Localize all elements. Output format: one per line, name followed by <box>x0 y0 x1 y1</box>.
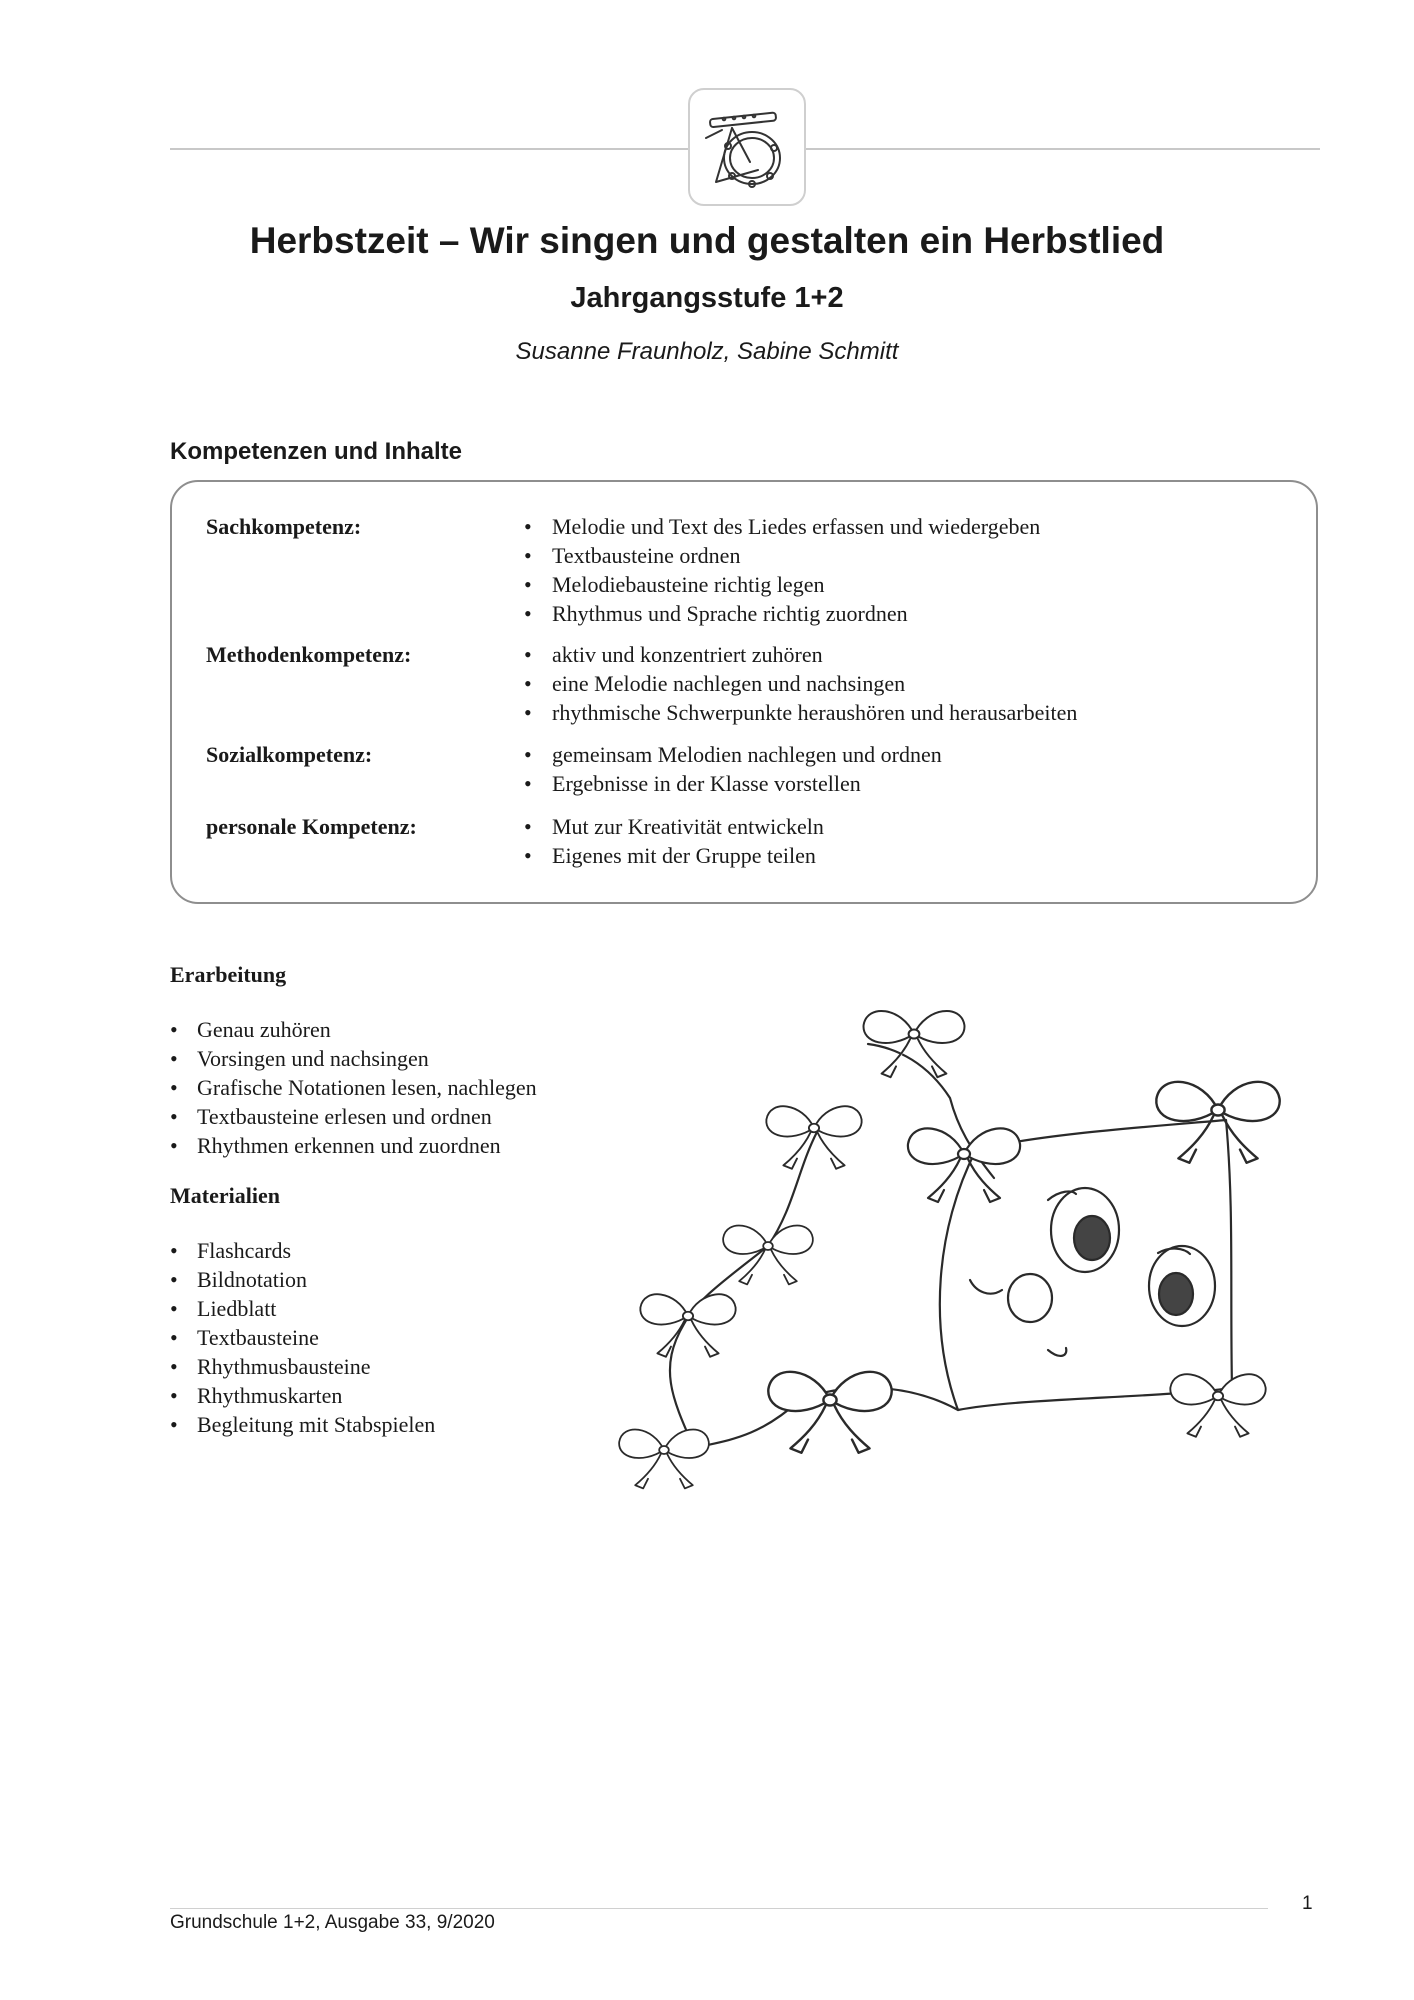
list-item: • Rhythmusbausteine <box>170 1352 610 1381</box>
list-item: • Melodiebausteine richtig legen <box>524 570 1040 599</box>
list-item: • Melodie und Text des Liedes erfassen und wiedergeben <box>524 512 1040 541</box>
competence-label: Sozialkompetenz: <box>206 742 373 767</box>
list-item: • Genau zuhören <box>170 1015 610 1044</box>
list-item: • Eigenes mit der Gruppe teilen <box>524 841 824 870</box>
list-item: • Vorsingen und nachsingen <box>170 1044 610 1073</box>
list-item: • Rhythmus und Sprache richtig zuordnen <box>524 599 1040 628</box>
materialien-heading: Materialien <box>170 1183 280 1208</box>
competence-list <box>524 640 1077 727</box>
list-item: • Rhythmen erkennen und zuordnen <box>170 1131 610 1160</box>
music-instruments-icon <box>702 100 792 196</box>
competence-label: personale Kompetenz: <box>206 814 417 839</box>
competence-label: Methodenkompetenz: <box>206 642 412 667</box>
competence-list <box>524 512 1040 628</box>
list-item: • eine Melodie nachlegen und nachsingen <box>524 669 1077 698</box>
erarbeitung-list <box>170 1015 610 1160</box>
list-item: • Textbausteine ordnen <box>524 541 1040 570</box>
list-item: • Textbausteine erlesen und ordnen <box>170 1102 610 1131</box>
footer-publication: Grundschule 1+2, Ausgabe 33, 9/2020 <box>170 1912 495 1933</box>
competences-heading: Kompetenzen und Inhalte <box>170 438 463 465</box>
list-item: • aktiv und konzentriert zuhören <box>524 640 1077 669</box>
page-subtitle: Jahrgangsstufe 1+2 <box>570 282 844 314</box>
list-item: • Rhythmuskarten <box>170 1381 610 1410</box>
page-number: 1 <box>1302 1893 1313 1914</box>
list-item: • Ergebnisse in der Klasse vorstellen <box>524 769 942 798</box>
list-item: • Liedblatt <box>170 1294 610 1323</box>
competence-label: Sachkompetenz: <box>206 514 362 539</box>
competence-list <box>524 812 824 870</box>
list-item: • Grafische Notationen lesen, nachlegen <box>170 1073 610 1102</box>
erarbeitung-heading: Erarbeitung <box>170 962 287 987</box>
left-column <box>170 960 610 1439</box>
page-title: Herbstzeit – Wir singen und gestalten ein Herbstlied <box>249 220 1165 261</box>
list-item: • Begleitung mit Stabspielen <box>170 1410 610 1439</box>
footer-rule <box>170 1908 1268 1909</box>
list-item: • rhythmische Schwerpunkte heraushören und herausarbeiten <box>524 698 1077 727</box>
list-item: • gemeinsam Melodien nachlegen und ordnen <box>524 740 942 769</box>
list-item: • Mut zur Kreativität entwickeln <box>524 812 824 841</box>
list-item: • Textbausteine <box>170 1323 610 1352</box>
logo-box <box>688 88 806 206</box>
competence-list <box>524 740 942 798</box>
list-item: • Flashcards <box>170 1236 610 1265</box>
authors: Susanne Fraunholz, Sabine Schmitt <box>515 338 899 365</box>
competences-box <box>170 480 1318 904</box>
list-item: • Bildnotation <box>170 1265 610 1294</box>
materialien-list <box>170 1236 610 1439</box>
kite-with-bows-illustration <box>598 968 1298 1508</box>
